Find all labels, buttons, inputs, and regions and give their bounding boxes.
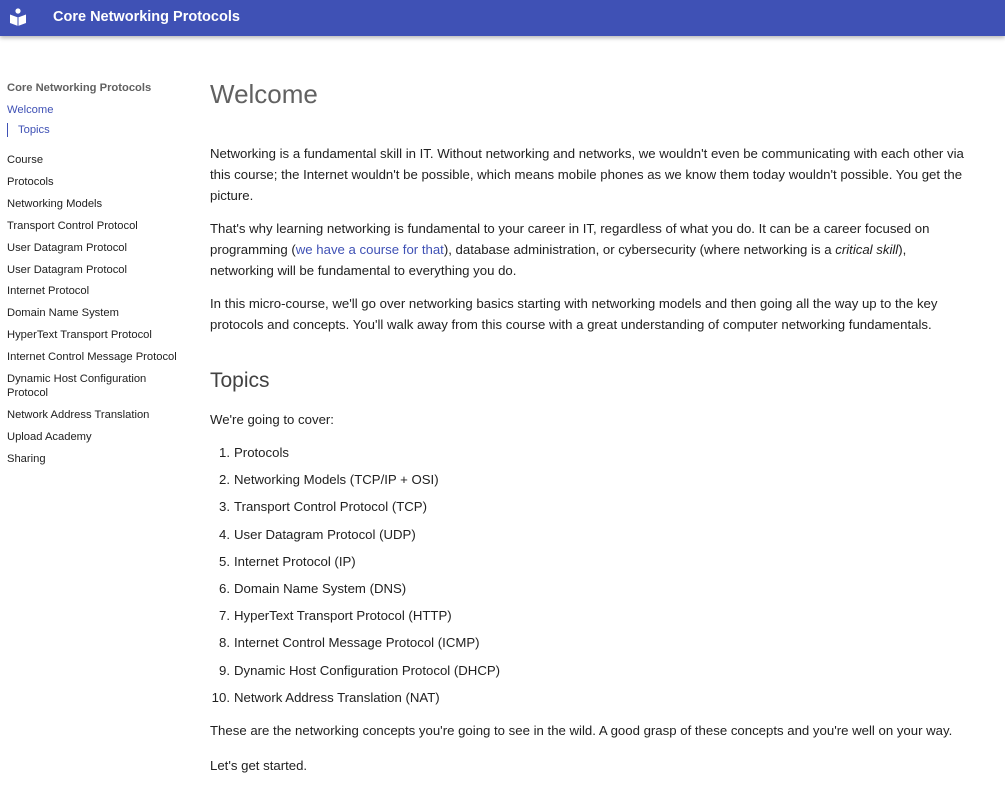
course-link[interactable]: we have a course for that	[295, 242, 444, 257]
list-item-number: 5.	[219, 553, 230, 569]
sidebar-item-udp-2[interactable]: User Datagram Protocol	[7, 264, 127, 276]
sidebar-item-ip[interactable]: Internet Protocol	[7, 285, 90, 297]
career-paragraph	[210, 218, 970, 281]
list-item-label: Internet Control Message Protocol (ICMP)	[234, 635, 480, 651]
sidebar-item-icmp[interactable]: Internet Control Message Protocol	[7, 351, 177, 363]
list-item	[210, 687, 710, 714]
sidebar-item-nat[interactable]: Network Address Translation	[7, 409, 150, 421]
list-item-label: User Datagram Protocol (UDP)	[234, 526, 416, 542]
list-item-number: 3.	[219, 499, 230, 515]
topics-list	[210, 442, 710, 714]
career-text-2: ), database administration, or cybersecurity (where networking is a	[443, 242, 836, 257]
list-item	[210, 605, 710, 632]
site-title[interactable]: Core Networking Protocols	[53, 9, 240, 25]
list-item-label: Networking Models (TCP/IP + OSI)	[234, 472, 439, 488]
list-item	[210, 632, 710, 659]
list-item-label: Internet Protocol (IP)	[234, 553, 356, 569]
list-item	[210, 578, 710, 605]
list-item-label: Domain Name System (DNS)	[234, 580, 407, 596]
list-item	[210, 442, 710, 469]
sidebar-item-udp[interactable]: User Datagram Protocol	[7, 242, 127, 254]
list-item-label: Network Address Translation (NAT)	[234, 689, 440, 705]
sidebar-item-welcome[interactable]: Welcome	[7, 104, 54, 116]
career-text-3: ), networking will be fundamental to everything you do.	[210, 242, 907, 278]
intro-paragraph: Networking is a fundamental skill in IT. Without networking and networks, we wouldn't even be communicating with each other via this course; the Internet wouldn't be possible, which means mobile phones as we know them today wouldn't possible. You get the picture.	[210, 146, 964, 203]
topics-heading: Topics	[210, 369, 270, 392]
career-text-1: That's why learning networking is fundamental to your career in IT, regardless of what you do. It can be a career focused on programming (	[210, 221, 930, 257]
sidebar-item-sharing[interactable]: Sharing	[7, 453, 46, 465]
sidebar-item-course[interactable]: Course	[7, 154, 44, 166]
list-item-number: 7.	[219, 608, 230, 624]
list-item	[210, 496, 710, 523]
sidebar-title: Core Networking Protocols	[7, 82, 152, 94]
list-item	[210, 469, 710, 496]
list-item-number: 9.	[219, 662, 230, 678]
toc-item-topics[interactable]: Topics	[7, 123, 50, 137]
list-item-number: 2.	[219, 472, 230, 488]
list-item-number: 4.	[219, 526, 230, 542]
list-item	[210, 660, 710, 687]
list-item-label: Protocols	[234, 445, 289, 460]
list-item-number: 8.	[219, 635, 230, 651]
sidebar-item-dhcp[interactable]: Dynamic Host Configuration Protocol	[7, 373, 147, 399]
sidebar-item-tcp[interactable]: Transport Control Protocol	[7, 220, 138, 232]
list-item-number: 6.	[219, 580, 230, 596]
sidebar-item-http[interactable]: HyperText Transport Protocol	[7, 329, 152, 341]
sidebar-item-networking-models[interactable]: Networking Models	[7, 198, 103, 210]
sidebar-item-protocols[interactable]: Protocols	[7, 176, 54, 188]
top-app-bar	[0, 0, 1005, 36]
critical-skill-emphasis: critical skill	[835, 242, 899, 257]
list-item-number: 10.	[211, 689, 230, 705]
book-logo-icon[interactable]	[10, 8, 26, 26]
page-title: Welcome	[210, 79, 318, 109]
list-item	[210, 551, 710, 578]
closing-paragraph: These are the networking concepts you're going to see in the wild. A good grasp of these concepts and you're well on your way.	[210, 723, 953, 738]
list-item-label: Dynamic Host Configuration Protocol (DHCP)	[234, 662, 501, 678]
list-item-number: 1.	[219, 445, 230, 460]
micro-course-paragraph: In this micro-course, we'll go over networking basics starting with networking models and then going all the way up to the key protocols and concepts. You'll walk away from this course with a great understanding of computer networking fundamentals.	[210, 296, 938, 332]
start-paragraph: Let's get started.	[210, 758, 308, 773]
list-item-label: HyperText Transport Protocol (HTTP)	[234, 608, 452, 624]
sidebar-item-upload-academy[interactable]: Upload Academy	[7, 431, 92, 443]
sidebar-item-dns[interactable]: Domain Name System	[7, 307, 119, 319]
list-item	[210, 524, 710, 551]
cover-intro: We're going to cover:	[210, 412, 334, 427]
list-item-label: Transport Control Protocol (TCP)	[234, 499, 427, 515]
